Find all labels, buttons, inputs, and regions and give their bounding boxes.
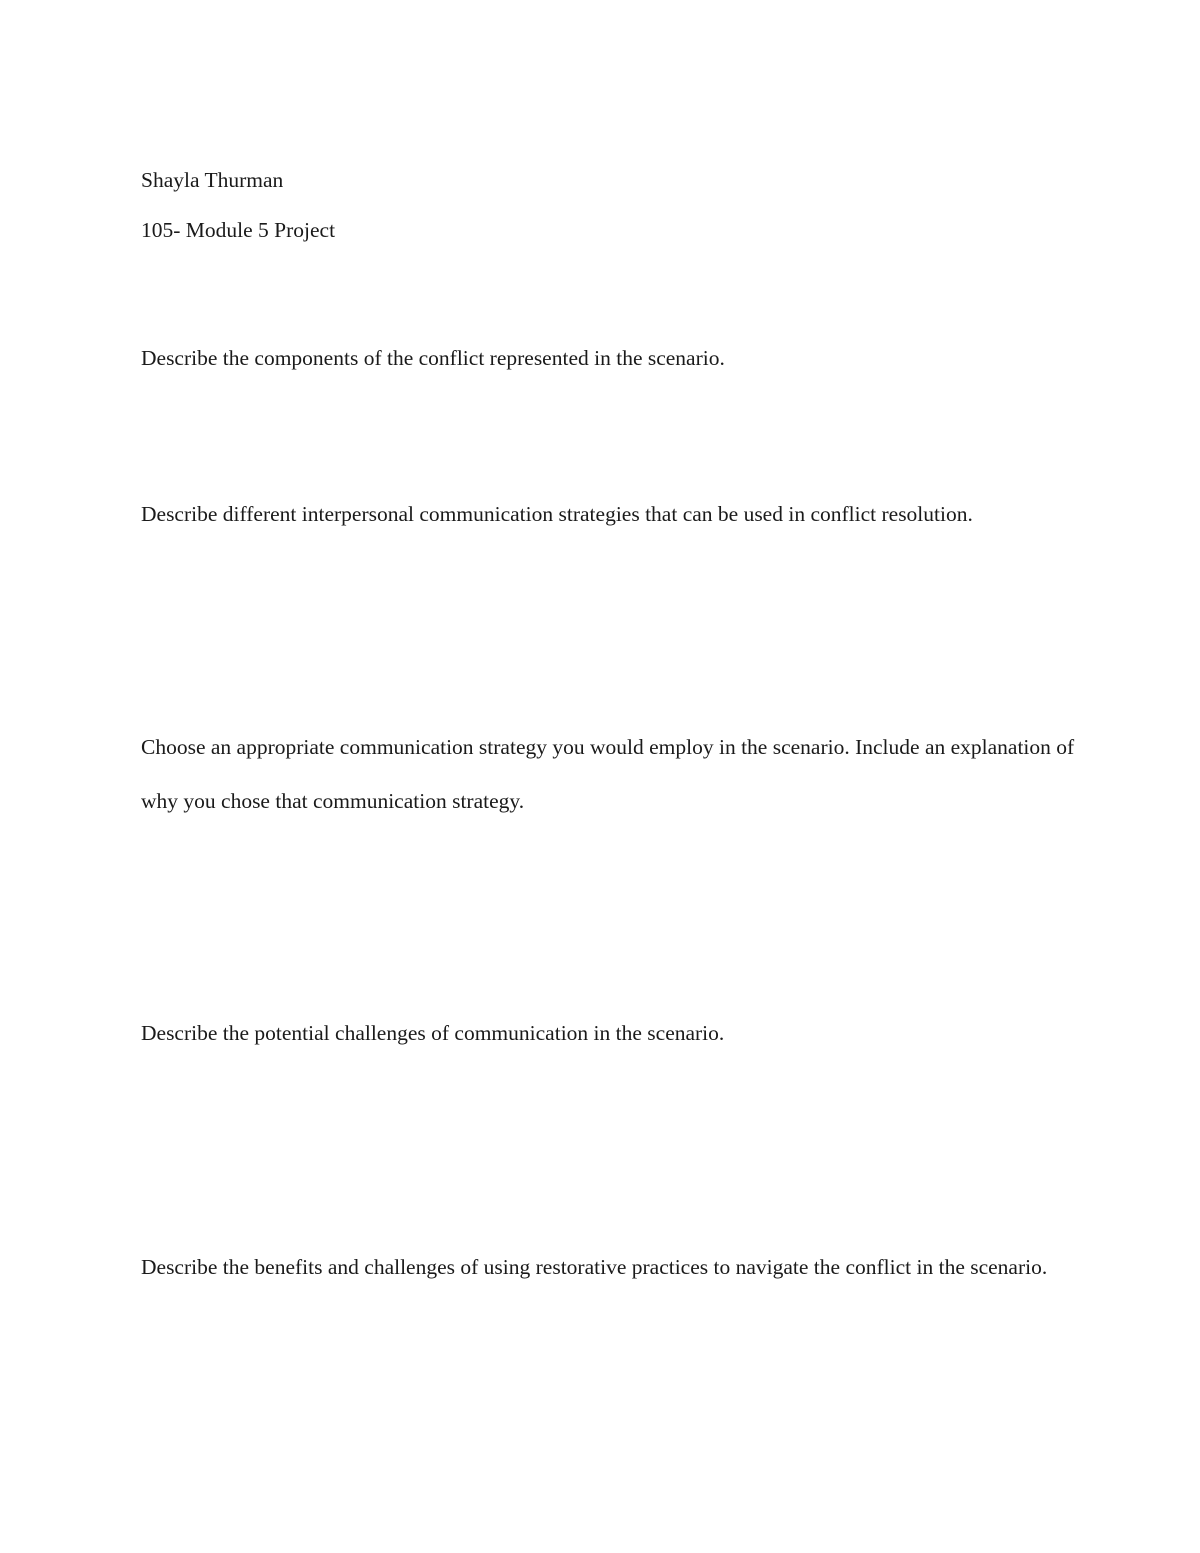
author-name: Shayla Thurman bbox=[141, 168, 284, 192]
question-1: Describe the components of the conflict represented in the scenario. bbox=[141, 346, 725, 370]
question-5: Describe the benefits and challenges of using restorative practices to navigate the conflict in the scenario. bbox=[141, 1255, 1048, 1279]
question-4: Describe the potential challenges of communication in the scenario. bbox=[141, 1021, 725, 1045]
question-2: Describe different interpersonal communication strategies that can be used in conflict resolution. bbox=[141, 502, 973, 526]
question-3: Choose an appropriate communication strategy you would employ in the scenario. Include an explanation of why you chose that communication strategy. bbox=[141, 735, 1075, 813]
course-title: 105- Module 5 Project bbox=[141, 218, 336, 242]
